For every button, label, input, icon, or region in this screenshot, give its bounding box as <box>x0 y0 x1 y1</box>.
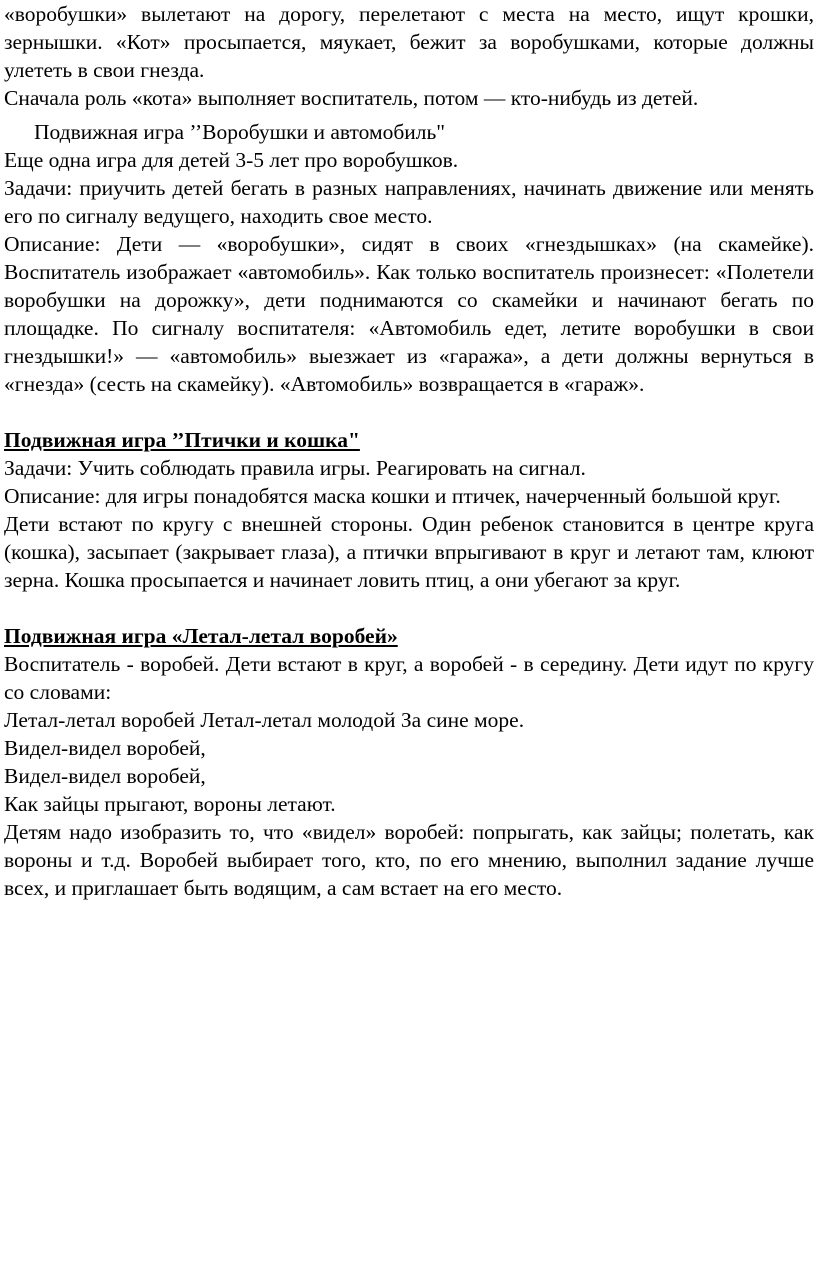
document-page <box>4 0 814 902</box>
intro-paragraph-2: Сначала роль «кота» выполняет воспитатель, потом — кто-нибудь из детей. <box>4 86 699 110</box>
game-1-line-1: Еще одна игра для детей 3-5 лет про воробушков. <box>4 148 459 172</box>
game-3-title: Подвижная игра «Летал-летал воробей» <box>4 624 398 648</box>
game-2-rules: Дети встают по кругу с внешней стороны. Один ребенок становится в центре круга (кошка), засыпает (закрывает глаза), а птички впрыгивают в круг и летают там, клюют зерна. Кошка просыпается и начинает ловить птиц, а они убегают за круг. <box>4 512 814 592</box>
game-2-title: Подвижная игра ’’Птички и кошка" <box>4 428 360 452</box>
game-3-intro: Воспитатель - воробей. Дети встают в круг, а воробей - в середину. Дети идут по кругу со словами: <box>4 652 814 704</box>
game-2-tasks: Задачи: Учить соблюдать правила игры. Реагировать на сигнал. <box>4 456 586 480</box>
spacer <box>4 398 814 426</box>
game-3-verse-2: Видел-видел воробей, <box>4 736 206 760</box>
spacer <box>4 594 814 622</box>
game-1-tasks: Задачи: приучить детей бегать в разных направлениях, начинать движение или менять его по сигналу ведущего, находить свое место. <box>4 176 814 228</box>
game-1-description: Описание: Дети — «воробушки», сидят в своих «гнездышках» (на скамейке). Воспитатель изображает «автомобиль». Как только воспитатель произнесет: «Полетели воробушки на дорожку», дети поднимаются со скамейки и начинают бегать по площадке. По сигналу воспитателя: «Автомобиль едет, летите воробушки в свои гнездышки!» — «автомобиль» выезжает из «гаража», а дети должны вернуться в «гнезда» (сесть на скамейку). «Автомобиль» возвращается в «гараж». <box>4 232 814 396</box>
game-3-rules: Детям надо изобразить то, что «видел» воробей: попрыгать, как зайцы; полетать, как вороны и т.д. Воробей выбирает того, кто, по его мнению, выполнил задание лучше всех, и приглашает быть водящим, а сам встает на его место. <box>4 820 814 900</box>
game-2-description: Описание: для игры понадобятся маска кошки и птичек, начерченный большой круг. <box>4 484 781 508</box>
intro-paragraph-1: «воробушки» вылетают на дорогу, перелетают с места на место, ищут крошки, зернышки. «Кот» просыпается, мяукает, бежит за воробушками, которые должны улететь в свои гнезда. <box>4 2 814 82</box>
game-1-title: Подвижная игра ’’Воробушки и автомобиль" <box>34 120 446 144</box>
game-3-verse-1: Летал-летал воробей Летал-летал молодой За сине море. <box>4 708 525 732</box>
game-3-verse-4: Как зайцы прыгают, вороны летают. <box>4 792 336 816</box>
game-3-verse-3: Видел-видел воробей, <box>4 764 206 788</box>
